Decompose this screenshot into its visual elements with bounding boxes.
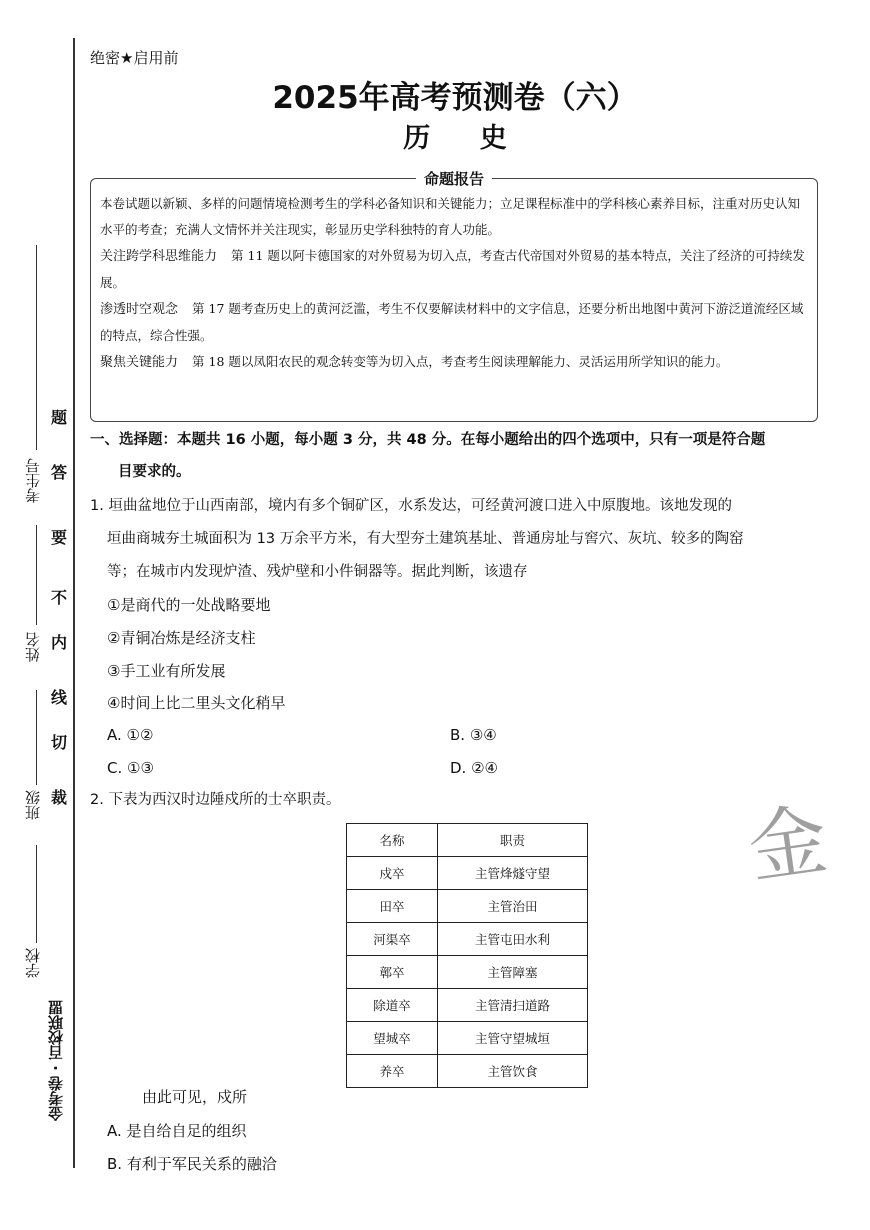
dash-char: 线 xyxy=(51,688,68,707)
table-cell: 戍卒 xyxy=(347,857,438,890)
dash-char: 内 xyxy=(51,633,68,652)
table-row xyxy=(347,923,588,956)
class-blank[interactable] xyxy=(36,690,37,785)
table-cell: 主管屯田水利 xyxy=(438,923,588,956)
q1-option-d[interactable]: D. ②④ xyxy=(450,759,498,777)
table-row xyxy=(347,1022,588,1055)
report-item-heading: 聚焦关键能力 xyxy=(100,355,179,370)
exam-title: 2025年高考预测卷（六） xyxy=(272,80,638,116)
table-row xyxy=(347,890,588,923)
report-item-text: 第 11 题以阿卡德国家的对外贸易为切入点，考查古代帝国对外贸易的基本特点，关注了经济的可持续发展。 xyxy=(100,248,805,290)
table-row xyxy=(347,1055,588,1088)
table-cell: 主管清扫道路 xyxy=(438,989,588,1022)
report-item-text: 第 17 题考查历史上的黄河泛滥，考生不仅要解读材料中的文字信息，还要分析出地图中黄河下游泛道流经区域的特点，综合性强。 xyxy=(100,301,804,343)
candidate-number-blank[interactable] xyxy=(36,245,37,450)
q1-stem-line1: 1. 垣曲盆地位于山西南部，境内有多个铜矿区，水系发达，可经黄河渡口进入中原腹地。该地发现的 xyxy=(90,498,732,514)
table-cell: 主管守望城垣 xyxy=(438,1022,588,1055)
table-cell: 望城卒 xyxy=(347,1022,438,1055)
section-instruction-line1: 一、选择题：本题共 16 小题，每小题 3 分，共 48 分。在每小题给出的四个选项中，只有一项是符合题 xyxy=(90,432,766,448)
dash-char: 要 xyxy=(51,528,68,547)
report-item xyxy=(100,243,808,296)
report-item xyxy=(100,296,808,349)
school-blank[interactable] xyxy=(36,845,37,943)
q1-statement: ④时间上比二里头文化稍早 xyxy=(107,694,286,712)
dash-char: 答 xyxy=(51,463,68,482)
table-header-cell: 职责 xyxy=(438,824,588,857)
q1-option-b[interactable]: B. ③④ xyxy=(450,726,497,744)
dash-char: 不 xyxy=(51,588,68,607)
jin-watermark-stamp: 金 xyxy=(743,794,833,895)
table-cell: 主管饮食 xyxy=(438,1055,588,1088)
report-content xyxy=(100,191,808,376)
table-cell: 田卒 xyxy=(347,890,438,923)
q2-option-a[interactable]: A. 是自给自足的组织 xyxy=(107,1122,247,1140)
report-item xyxy=(100,349,808,376)
table-cell: 养卒 xyxy=(347,1055,438,1088)
duty-table xyxy=(346,823,588,1088)
q1-option-a[interactable]: A. ①② xyxy=(107,726,154,744)
q1-stem-line2: 垣曲商城夯土城面积为 13 万余平方米，有大型夯土建筑基址、普通房址与窖穴、灰坑、较多的陶窑 xyxy=(107,531,744,547)
table-cell: 主管治田 xyxy=(438,890,588,923)
q1-stem-line3: 等；在城市内发现炉渣、残炉壁和小件铜器等。据此判断，该遗存 xyxy=(107,564,528,580)
table-header-cell: 名称 xyxy=(347,824,438,857)
q1-option-c[interactable]: C. ①③ xyxy=(107,759,154,777)
table-cell: 除道卒 xyxy=(347,989,438,1022)
table-row xyxy=(347,857,588,890)
class-label: 班级 xyxy=(24,790,42,820)
q2-stem: 2. 下表为西汉时边陲戍所的士卒职责。 xyxy=(90,792,341,808)
dash-char: 裁 xyxy=(51,788,68,807)
report-item-text: 第 18 题以凤阳农民的观念转变等为切入点，考查考生阅读理解能力、灵活运用所学知识的能力。 xyxy=(192,354,729,369)
table-cell: 鄣卒 xyxy=(347,956,438,989)
report-title: 命题报告 xyxy=(416,168,492,189)
q1-statement: ②青铜冶炼是经济支柱 xyxy=(107,629,256,647)
table-header-row xyxy=(347,824,588,857)
report-item-heading: 渗透时空观念 xyxy=(100,302,179,317)
table-cell: 主管障塞 xyxy=(438,956,588,989)
binding-line xyxy=(73,38,75,1168)
table-cell: 主管烽燧守望 xyxy=(438,857,588,890)
name-blank[interactable] xyxy=(36,525,37,625)
table-row xyxy=(347,989,588,1022)
report-item-heading: 关注跨学科思维能力 xyxy=(100,249,218,264)
confidential-mark: 绝密★启用前 xyxy=(90,49,179,67)
q1-statement: ③手工业有所发展 xyxy=(107,662,226,680)
table-cell: 河渠卒 xyxy=(347,923,438,956)
brand-text: 金考卷 · 百校联盟 xyxy=(47,1000,65,1122)
candidate-number-label: 考生号 xyxy=(24,458,42,503)
name-label: 姓名 xyxy=(24,632,42,662)
q2-option-b[interactable]: B. 有利于军民关系的融洽 xyxy=(107,1155,277,1173)
table-row xyxy=(347,956,588,989)
q1-statement: ①是商代的一处战略要地 xyxy=(107,596,271,614)
subject-title: 历 史 xyxy=(403,123,527,154)
q2-conclusion: 由此可见，戍所 xyxy=(142,1088,248,1106)
dash-char: 题 xyxy=(51,408,68,427)
report-intro: 本卷试题以新颖、多样的问题情境检测考生的学科必备知识和关键能力；立足课程标准中的学科核心素养目标，注重对历史认知水平的考查；充满人文情怀并关注现实，彰显历史学科独特的育人功能。 xyxy=(100,196,801,237)
section-instruction-line2: 目要求的。 xyxy=(118,464,191,480)
school-label: 学校 xyxy=(24,948,42,978)
dash-char: 切 xyxy=(51,733,68,752)
